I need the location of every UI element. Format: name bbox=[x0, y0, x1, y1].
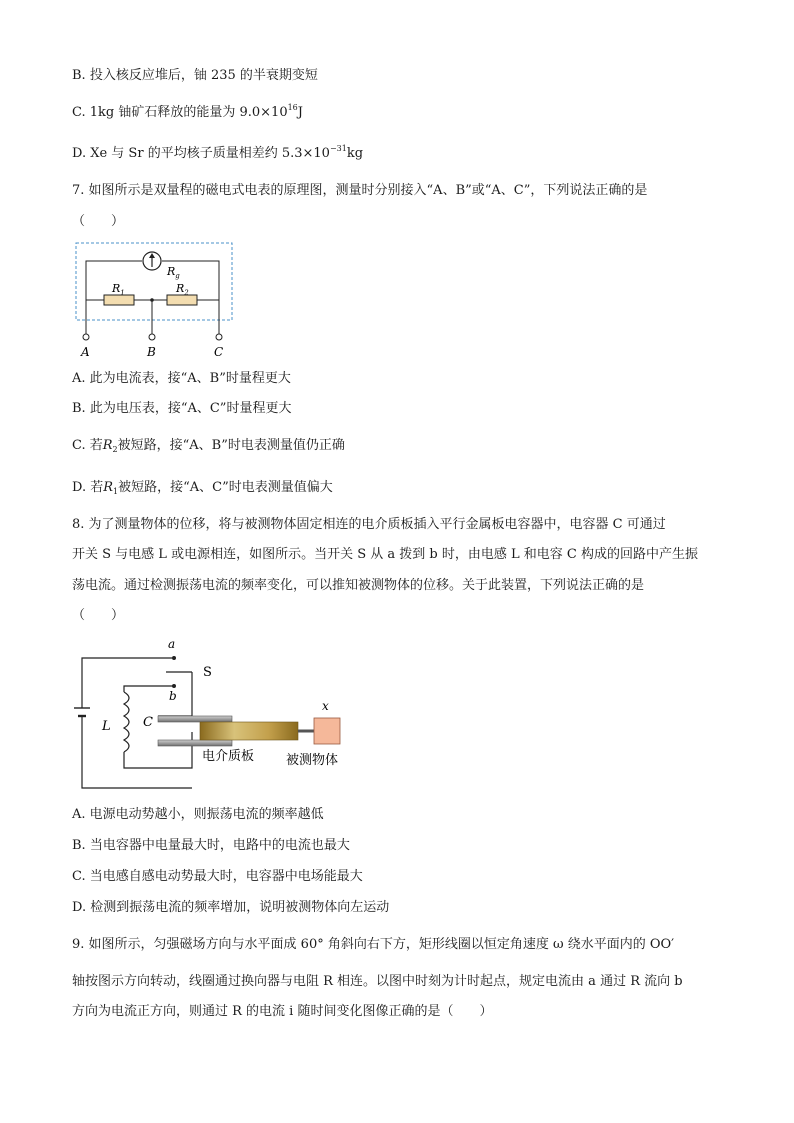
q7-option-a: A. 此为电流表，接“A、B”时量程更大 bbox=[72, 371, 291, 386]
q6-option-d-unit: kg bbox=[346, 146, 364, 161]
capacitor-top-plate bbox=[158, 716, 232, 722]
q7-option-c-sub: 2 bbox=[112, 445, 118, 454]
q7-option-c-rest: 被短路，接“A、B”时电表测量值仍正确 bbox=[117, 438, 345, 453]
q9-stem-line3: 方向为电流正方向，则通过 R 的电流 i 随时间变化图像正确的是（ ） bbox=[72, 1004, 493, 1019]
q7-option-c-var: R bbox=[102, 438, 113, 453]
capacitor-bottom-plate bbox=[158, 740, 232, 746]
q7-option-b: B. 此为电压表，接“A、C”时量程更大 bbox=[72, 401, 292, 416]
q8-option-d: D. 检测到振荡电流的频率增加，说明被测物体向左运动 bbox=[72, 900, 390, 915]
terminal-c bbox=[216, 334, 222, 340]
dielectric-label: 电介质板 bbox=[202, 749, 255, 764]
q6-option-d-exponent: −31 bbox=[329, 144, 347, 153]
battery-wire-bottom bbox=[82, 716, 192, 788]
q6-option-b: B. 投入核反应堆后，铀 235 的半衰期变短 bbox=[72, 68, 318, 83]
terminal-b-label: B bbox=[147, 345, 156, 359]
q7-option-d-rest: 被短路，接“A、C”时电表测量值偏大 bbox=[118, 480, 333, 495]
q7-option-d-text: D. 若 bbox=[72, 480, 104, 495]
q9-stem-line2: 轴按图示方向转动，线圈通过换向器与电阻 R 相连。以图中时刻为计时起点，规定电流由 a 通过 R 流向 b bbox=[72, 974, 683, 989]
r1-resistor bbox=[104, 295, 134, 305]
terminal-c-label: C bbox=[214, 345, 224, 359]
q7-stem-line1: 7. 如图所示是双量程的磁电式电表的原理图，测量时分别接入“A、B”或“A、C”，下列说法正确的是 bbox=[72, 183, 648, 198]
q7-stem-line2: （ ） bbox=[72, 214, 125, 229]
switch-s-label: S bbox=[203, 665, 212, 680]
q7-circuit-diagram bbox=[72, 240, 242, 362]
q8-stem-line2: 开关 S 与电感 L 或电源相连，如图所示。当开关 S 从 a 拨到 b 时，由电感 L 和电容 C 构成的回路中产生振 bbox=[72, 547, 698, 562]
object-x-label: x bbox=[322, 699, 329, 713]
q7-option-c bbox=[72, 437, 345, 455]
inductor-l-label: L bbox=[102, 719, 111, 734]
object-label: 被测物体 bbox=[286, 753, 339, 768]
q6-option-c-unit: J bbox=[297, 105, 303, 120]
q6-option-d-text: D. Xe 与 Sr 的平均核子质量相差约 5.3×10 bbox=[72, 146, 330, 161]
q8-lc-circuit-diagram bbox=[70, 632, 360, 792]
q6-option-c bbox=[72, 104, 303, 122]
r1-label: $R_1$ bbox=[112, 282, 125, 297]
q6-option-c-text: C. 1kg 铀矿石释放的能量为 9.0×10 bbox=[72, 105, 288, 120]
q8-option-a: A. 电源电动势越小，则振荡电流的频率越低 bbox=[72, 807, 324, 822]
q6-option-d bbox=[72, 145, 363, 163]
capacitor-c-label: C bbox=[143, 715, 153, 730]
q8-option-b: B. 当电容器中电量最大时，电路中的电流也最大 bbox=[72, 838, 350, 853]
q8-stem-line4: （ ） bbox=[72, 608, 125, 623]
q7-option-d bbox=[72, 479, 333, 497]
r2-label: $R_2$ bbox=[176, 282, 189, 297]
inductor-wire-bottom bbox=[124, 732, 192, 768]
q8-stem-line3: 荡电流。通过检测振荡电流的频率变化，可以推知被测物体的位移。关于此装置，下列说法正确的是 bbox=[72, 578, 645, 593]
q8-stem-line1: 8. 为了测量物体的位移，将与被测物体固定相连的电介质板插入平行金属板电容器中，电容器 C 可通过 bbox=[72, 517, 666, 532]
rg-label: $R_g$ bbox=[167, 265, 180, 280]
switch-a-label: a bbox=[168, 637, 176, 651]
battery-wire-top bbox=[82, 658, 172, 708]
terminal-b bbox=[149, 334, 155, 340]
inductor-wire-top bbox=[124, 686, 174, 692]
switch-contact-a bbox=[172, 656, 176, 660]
q7-option-d-sub: 1 bbox=[113, 487, 119, 496]
q7-option-c-text: C. 若 bbox=[72, 438, 103, 453]
q6-option-c-exponent: 16 bbox=[287, 103, 298, 112]
terminal-a bbox=[83, 334, 89, 340]
q7-option-d-var: R bbox=[103, 480, 114, 495]
switch-b-label: b bbox=[169, 689, 177, 703]
measured-object bbox=[314, 718, 340, 744]
terminal-a-label: A bbox=[81, 345, 90, 359]
dielectric-plate bbox=[200, 722, 298, 740]
r2-resistor bbox=[167, 295, 197, 305]
inductor-coil bbox=[124, 692, 129, 752]
q9-stem-line1: 9. 如图所示，匀强磁场方向与水平面成 60° 角斜向右下方，矩形线圈以恒定角速度 ω 绕水平面内的 OO′ bbox=[72, 937, 675, 952]
q8-option-c: C. 当电感自感电动势最大时，电容器中电场能最大 bbox=[72, 869, 363, 884]
